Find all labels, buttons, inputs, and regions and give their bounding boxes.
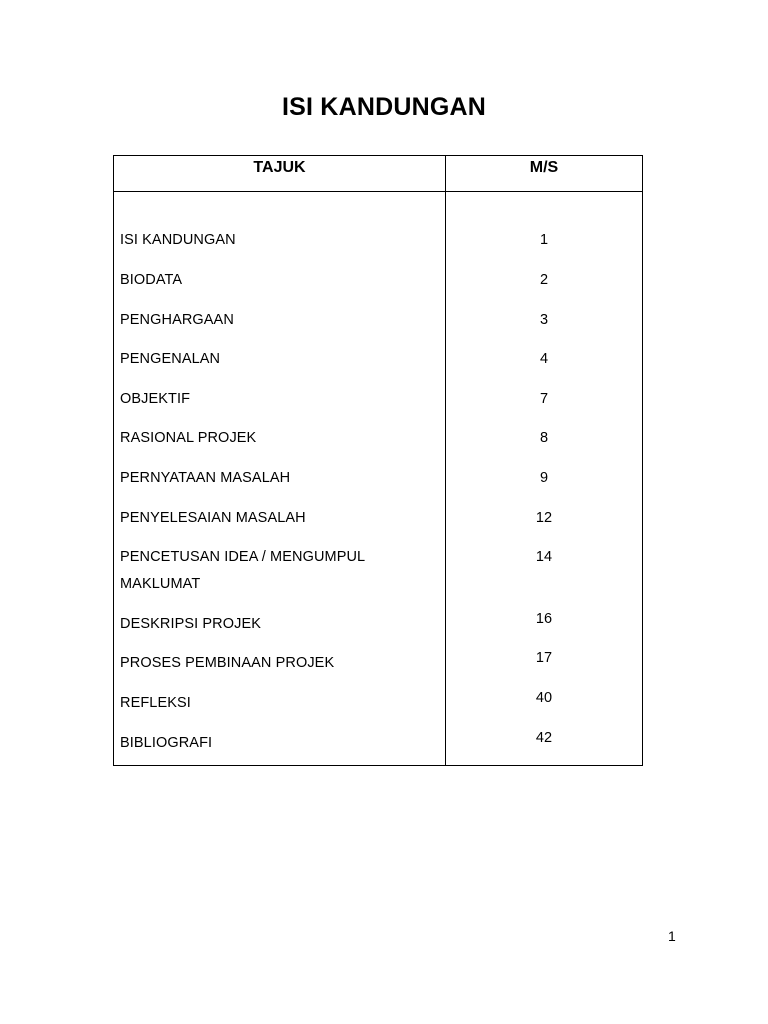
toc-row-title: PENCETUSAN IDEA / MENGUMPUL MAKLUMAT: [120, 549, 365, 592]
toc-row-page: 17: [535, 650, 553, 666]
page-title: ISI KANDUNGAN: [282, 93, 486, 121]
toc-table: [113, 155, 643, 766]
toc-row-page: 7: [539, 391, 549, 407]
toc-row-title: PENGHARGAAN: [120, 312, 234, 328]
toc-row-title: PERNYATAAN MASALAH: [120, 470, 291, 486]
toc-row-title: PENYELESAIAN MASALAH: [120, 510, 306, 526]
toc-row-page: 16: [535, 611, 553, 627]
toc-row-title: PENGENALAN: [120, 351, 221, 367]
page-number: 1: [668, 928, 676, 944]
header-page: M/S: [529, 159, 559, 176]
toc-row-title: BIBLIOGRAFI: [120, 735, 213, 751]
toc-row-page: 3: [539, 312, 549, 328]
toc-row-title: PROSES PEMBINAAN PROJEK: [120, 655, 335, 671]
toc-row-page: 40: [535, 690, 553, 706]
toc-row-page: 42: [535, 730, 553, 746]
header-title: TAJUK: [253, 159, 306, 176]
toc-row-page: 12: [535, 510, 553, 526]
toc-row-page: 4: [539, 351, 549, 367]
toc-row-title: REFLEKSI: [120, 695, 191, 711]
toc-row-title: DESKRIPSI PROJEK: [120, 616, 261, 632]
toc-row-page: 8: [539, 430, 549, 446]
toc-row-title: OBJEKTIF: [120, 391, 191, 407]
toc-row-page: 9: [539, 470, 549, 486]
toc-row-title: BIODATA: [120, 272, 183, 288]
toc-row-title: RASIONAL PROJEK: [120, 430, 257, 446]
toc-row-page: 1: [539, 232, 549, 248]
toc-row-page: 14: [535, 549, 553, 565]
toc-row-title: ISI KANDUNGAN: [120, 232, 236, 248]
toc-row-page: 2: [539, 272, 549, 288]
header-divider: [114, 191, 642, 192]
